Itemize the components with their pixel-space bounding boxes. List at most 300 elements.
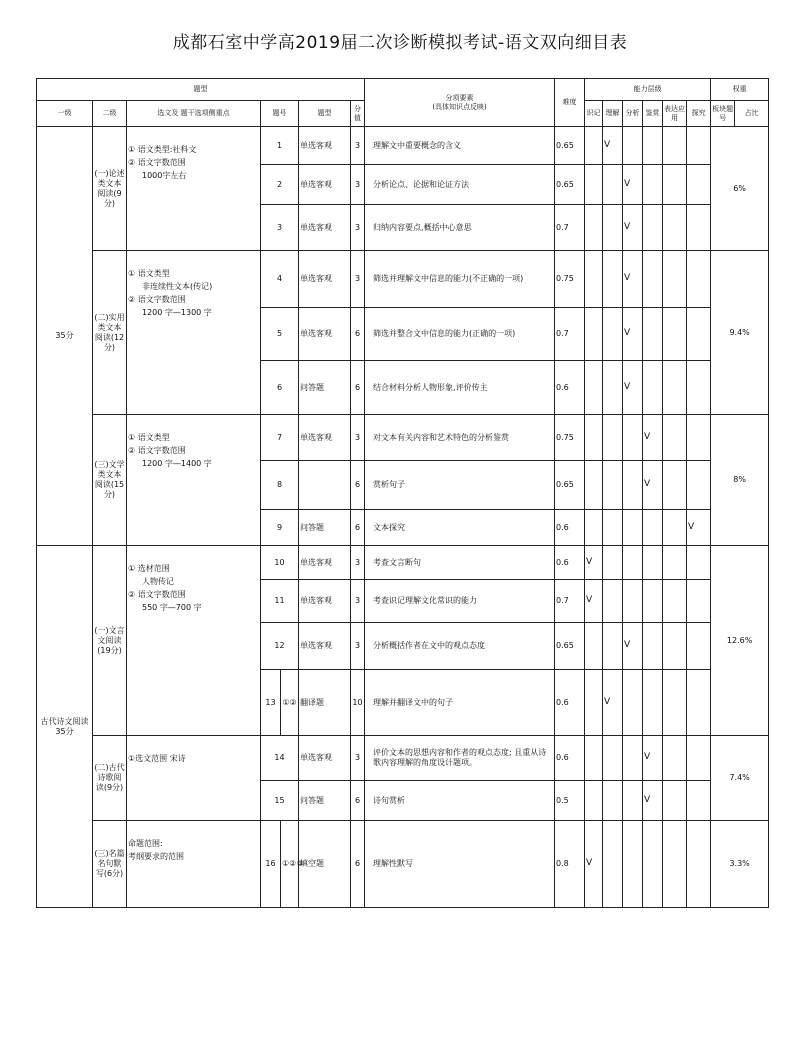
ability-lijie xyxy=(603,736,623,781)
ability-lijie xyxy=(603,781,623,821)
question-type xyxy=(299,308,351,361)
question-number xyxy=(261,623,299,670)
question-number-text: 3 xyxy=(276,222,283,232)
weight-cell-text: 12.6% xyxy=(726,635,753,645)
question-number-text: 4 xyxy=(276,274,283,283)
check-mark: V xyxy=(688,521,695,532)
question-difficulty xyxy=(555,127,585,165)
check-mark: V xyxy=(644,794,651,805)
question-requirement xyxy=(365,580,555,623)
selection-cell xyxy=(127,251,261,415)
header-biaoda-text: 表达应用 xyxy=(664,104,686,122)
ability-biaoda xyxy=(663,736,687,781)
selection-line: 1000字左右 xyxy=(142,171,187,180)
ability-shiji xyxy=(585,821,603,908)
question-difficulty xyxy=(555,781,585,821)
check-mark: V xyxy=(604,139,611,150)
question-requirement-text: 诗句赏析 xyxy=(373,795,406,805)
ability-tanjiu xyxy=(687,127,711,165)
header-nandu-text: 难度 xyxy=(562,98,577,107)
question-requirement xyxy=(365,127,555,165)
question-number-text: 12 xyxy=(274,641,285,650)
selection-line: ① 语文类型 xyxy=(128,433,170,442)
question-requirement-text: 评价文本的思想内容和作者的观点态度; 且重从诗歌内容理解的角度设计题项。 xyxy=(373,748,547,767)
header-xuanwen-text: 选文及 题干选项侧重点 xyxy=(157,109,230,118)
header-nandu xyxy=(555,79,585,127)
question-requirement xyxy=(365,165,555,205)
header-bili-text: 占比 xyxy=(744,109,759,118)
question-requirement xyxy=(365,461,555,510)
level2-cell-text: (一)论述类文本阅读(9分) xyxy=(94,168,125,208)
question-requirement-text: 筛选并理解文中信息的能力(不正确的一项) xyxy=(373,274,524,283)
question-requirement xyxy=(365,623,555,670)
question-score xyxy=(351,580,365,623)
ability-fenxi xyxy=(623,821,643,908)
weight-cell-text: 3.3% xyxy=(729,859,750,868)
question-number-text: 2 xyxy=(276,179,283,189)
ability-shiji xyxy=(585,623,603,670)
ability-biaoda xyxy=(663,580,687,623)
question-number xyxy=(261,821,281,908)
level2-cell-text: (二)实用类文本阅读(12分) xyxy=(94,312,125,352)
header-tihao xyxy=(261,101,299,127)
check-mark: V xyxy=(586,595,593,606)
ability-jianshang xyxy=(643,415,663,461)
question-score xyxy=(351,670,365,736)
question-score-text: 3 xyxy=(354,179,361,189)
ability-fenxi xyxy=(623,165,643,205)
ability-shiji xyxy=(585,670,603,736)
question-difficulty-text: 0.75 xyxy=(556,274,574,283)
level2-cell-text: (二)古代诗歌阅读(9分) xyxy=(94,763,125,792)
question-number xyxy=(261,165,299,205)
level2-cell xyxy=(93,821,127,908)
weight-cell-text: 6% xyxy=(733,183,746,193)
weight-cell-text: 8% xyxy=(733,475,746,484)
question-difficulty xyxy=(555,670,585,736)
question-requirement-text: 分析概括作者在文中的观点态度 xyxy=(373,641,486,650)
question-difficulty xyxy=(555,821,585,908)
question-requirement xyxy=(365,251,555,308)
ability-jianshang xyxy=(643,361,663,415)
question-requirement xyxy=(365,510,555,546)
level2-cell xyxy=(93,127,127,251)
header-shiji xyxy=(585,101,603,127)
question-score xyxy=(351,165,365,205)
question-type xyxy=(299,415,351,461)
header-yiji xyxy=(37,101,93,127)
question-score-text: 6 xyxy=(354,382,361,392)
header-tixing xyxy=(37,79,365,101)
header-fenxi xyxy=(623,101,643,127)
level2-cell-text: (一)文言文阅读(19分) xyxy=(94,625,125,655)
header-jianshang-text: 鉴赏 xyxy=(645,109,660,118)
question-number xyxy=(261,580,299,623)
header-fenkuai xyxy=(711,101,735,127)
question-difficulty-text: 0.6 xyxy=(556,753,569,762)
question-type xyxy=(299,623,351,670)
question-score xyxy=(351,510,365,546)
question-score-text: 3 xyxy=(354,557,361,567)
question-score-text: 3 xyxy=(354,753,361,762)
ability-jianshang xyxy=(643,127,663,165)
question-type-text: 单选客观 xyxy=(300,753,332,762)
ability-fenxi xyxy=(623,251,643,308)
question-requirement-text: 文本探究 xyxy=(373,522,406,532)
question-score xyxy=(351,251,365,308)
header-tanjiu xyxy=(687,101,711,127)
question-requirement-text: 理解并翻译文中的句子 xyxy=(373,697,454,707)
ability-tanjiu xyxy=(687,461,711,510)
table-row xyxy=(37,546,769,580)
ability-jianshang xyxy=(643,165,663,205)
header-lijie-text: 理解 xyxy=(605,109,620,118)
question-type xyxy=(299,821,351,908)
question-number xyxy=(261,205,299,251)
level2-cell-text: (三)名篇名句默写(6分) xyxy=(94,849,125,878)
table-row xyxy=(37,415,769,461)
header-tixing2-text: 题型 xyxy=(317,109,332,118)
ability-shiji xyxy=(585,736,603,781)
ability-fenxi xyxy=(623,127,643,165)
question-score-text: 3 xyxy=(354,432,361,442)
ability-lijie xyxy=(603,623,623,670)
ability-shiji xyxy=(585,205,603,251)
check-mark: V xyxy=(586,556,593,567)
header-tanjiu-text: 探究 xyxy=(691,109,706,118)
question-difficulty xyxy=(555,308,585,361)
header-quanzhong-text: 权重 xyxy=(732,85,747,94)
question-requirement-text: 考查识记理解文化常识的能力 xyxy=(373,596,478,605)
question-requirement xyxy=(365,361,555,415)
weight-cell xyxy=(711,127,769,251)
question-type-text: 单选客观 xyxy=(300,274,332,283)
question-difficulty xyxy=(555,165,585,205)
question-number-text: 8 xyxy=(276,480,283,489)
ability-shiji xyxy=(585,165,603,205)
question-type-text: 单选客观 xyxy=(300,596,332,605)
header-fenxiang_sub: (具体知识点反映) xyxy=(432,102,487,111)
ability-fenxi xyxy=(623,781,643,821)
ability-lijie xyxy=(603,308,623,361)
ability-fenxi xyxy=(623,205,643,251)
ability-lijie xyxy=(603,361,623,415)
question-number-text: 14 xyxy=(274,753,285,762)
question-sub xyxy=(281,670,299,736)
question-type xyxy=(299,781,351,821)
selection-cell xyxy=(127,415,261,546)
question-number xyxy=(261,251,299,308)
question-requirement xyxy=(365,415,555,461)
ability-lijie xyxy=(603,127,623,165)
check-mark: V xyxy=(624,328,631,339)
table-row xyxy=(37,251,769,308)
question-difficulty xyxy=(555,546,585,580)
question-difficulty-text: 0.65 xyxy=(556,179,574,189)
ability-shiji xyxy=(585,251,603,308)
question-score-text: 6 xyxy=(354,329,361,338)
selection-line: ① 语文类型:社科文 xyxy=(128,145,197,154)
question-requirement-text: 赏析句子 xyxy=(373,480,406,489)
header-jianshang xyxy=(643,101,663,127)
question-number-text: 13 xyxy=(265,697,276,707)
question-difficulty-text: 0.6 xyxy=(556,382,569,392)
ability-jianshang xyxy=(643,308,663,361)
check-mark: V xyxy=(624,273,631,284)
ability-jianshang xyxy=(643,205,663,251)
question-score xyxy=(351,461,365,510)
check-mark: V xyxy=(624,178,631,189)
ability-tanjiu xyxy=(687,736,711,781)
weight-cell xyxy=(711,821,769,908)
level2-cell xyxy=(93,736,127,821)
question-difficulty-text: 0.5 xyxy=(556,795,569,805)
weight-cell xyxy=(711,415,769,546)
question-type-text: 单选客观 xyxy=(300,222,332,232)
selection-line: ② 语文字数范围 xyxy=(128,158,186,167)
ability-fenxi xyxy=(623,361,643,415)
ability-tanjiu xyxy=(687,510,711,546)
ability-jianshang xyxy=(643,781,663,821)
ability-tanjiu xyxy=(687,251,711,308)
question-requirement-text: 对文本有关内容和艺术特色的分析鉴赏 xyxy=(373,432,510,442)
question-score-text: 6 xyxy=(354,522,361,532)
question-difficulty-text: 0.65 xyxy=(556,641,574,650)
check-mark: V xyxy=(624,381,631,392)
check-mark: V xyxy=(644,431,651,442)
question-difficulty-text: 0.8 xyxy=(556,859,569,868)
question-number-text: 15 xyxy=(274,795,285,805)
ability-fenxi xyxy=(623,461,643,510)
level2-cell-text: (三)文学类文本阅读(15分) xyxy=(94,460,125,499)
selection-line: ② 语文字数范围 xyxy=(128,295,186,304)
table-row xyxy=(37,821,769,908)
question-requirement xyxy=(365,736,555,781)
selection-cell xyxy=(127,127,261,251)
question-type xyxy=(299,736,351,781)
question-difficulty xyxy=(555,461,585,510)
question-number-text: 16 xyxy=(265,859,276,868)
question-requirement xyxy=(365,781,555,821)
question-type-text: 单选客观 xyxy=(300,329,332,338)
ability-biaoda xyxy=(663,510,687,546)
question-type xyxy=(299,361,351,415)
question-score xyxy=(351,205,365,251)
page-title: 成都石室中学高2019届二次诊断模拟考试-语文双向细目表 xyxy=(172,33,628,53)
ability-jianshang xyxy=(643,623,663,670)
question-type-text: 问答题 xyxy=(300,382,324,392)
selection-line: ① 语文类型 xyxy=(128,269,170,278)
selection-line: 550 字—700 字 xyxy=(142,603,202,612)
check-mark: V xyxy=(644,479,651,490)
question-number-text: 5 xyxy=(276,329,283,338)
question-requirement-text: 考查文言断句 xyxy=(373,557,422,567)
question-type-text: 填空题 xyxy=(300,859,324,868)
ability-shiji xyxy=(585,510,603,546)
question-score-text: 3 xyxy=(354,641,361,650)
question-difficulty xyxy=(555,510,585,546)
ability-tanjiu xyxy=(687,580,711,623)
question-requirement xyxy=(365,670,555,736)
check-mark: V xyxy=(644,752,651,763)
question-score-text: 10 xyxy=(352,697,363,707)
question-difficulty xyxy=(555,580,585,623)
question-type xyxy=(299,546,351,580)
ability-biaoda xyxy=(663,623,687,670)
level2-cell xyxy=(93,415,127,546)
question-type-text: 单选客观 xyxy=(300,432,332,442)
question-type xyxy=(299,580,351,623)
ability-biaoda xyxy=(663,461,687,510)
table-row xyxy=(37,127,769,165)
ability-jianshang xyxy=(643,821,663,908)
header-lijie xyxy=(603,101,623,127)
ability-tanjiu xyxy=(687,415,711,461)
ability-biaoda xyxy=(663,821,687,908)
ability-biaoda xyxy=(663,308,687,361)
ability-tanjiu xyxy=(687,546,711,580)
question-sub-text: ①② xyxy=(282,697,297,707)
ability-shiji xyxy=(585,546,603,580)
level1-cell-text: 35分 xyxy=(55,331,74,340)
question-type-text: 问答题 xyxy=(300,522,324,532)
ability-jianshang xyxy=(643,670,663,736)
question-difficulty-text: 0.6 xyxy=(556,557,569,567)
ability-shiji xyxy=(585,580,603,623)
ability-tanjiu xyxy=(687,205,711,251)
header-nengli xyxy=(585,79,711,101)
ability-fenxi xyxy=(623,670,643,736)
ability-biaoda xyxy=(663,361,687,415)
ability-biaoda xyxy=(663,127,687,165)
question-type xyxy=(299,165,351,205)
ability-shiji xyxy=(585,415,603,461)
ability-tanjiu xyxy=(687,165,711,205)
header-fenxiang xyxy=(365,79,555,127)
selection-cell xyxy=(127,821,261,908)
question-difficulty-text: 0.65 xyxy=(556,480,574,489)
ability-tanjiu xyxy=(687,821,711,908)
ability-biaoda xyxy=(663,781,687,821)
selection-line: 考纲要求的范围 xyxy=(128,852,184,861)
header-xuanwen xyxy=(127,101,261,127)
selection-line: 人物传记 xyxy=(142,577,174,586)
ability-biaoda xyxy=(663,670,687,736)
ability-lijie xyxy=(603,670,623,736)
question-difficulty xyxy=(555,361,585,415)
ability-lijie xyxy=(603,205,623,251)
table-row xyxy=(37,736,769,781)
question-difficulty xyxy=(555,251,585,308)
ability-tanjiu xyxy=(687,361,711,415)
question-difficulty-text: 0.65 xyxy=(556,140,574,150)
question-requirement xyxy=(365,821,555,908)
question-score-text: 3 xyxy=(354,222,361,232)
ability-biaoda xyxy=(663,165,687,205)
question-type xyxy=(299,251,351,308)
header-quanzhong xyxy=(711,79,769,101)
question-type-text: 问答题 xyxy=(300,795,324,805)
check-mark: V xyxy=(624,221,631,232)
ability-fenxi xyxy=(623,510,643,546)
question-score xyxy=(351,546,365,580)
question-score-text: 6 xyxy=(354,795,361,805)
ability-biaoda xyxy=(663,415,687,461)
ability-fenxi xyxy=(623,623,643,670)
ability-shiji xyxy=(585,308,603,361)
question-requirement xyxy=(365,308,555,361)
question-number-text: 9 xyxy=(276,522,283,532)
question-difficulty xyxy=(555,205,585,251)
question-type xyxy=(299,510,351,546)
question-number xyxy=(261,781,299,821)
header-row-1 xyxy=(37,79,769,101)
question-number-text: 1 xyxy=(276,140,283,150)
ability-lijie xyxy=(603,546,623,580)
ability-fenxi xyxy=(623,415,643,461)
question-number-text: 10 xyxy=(274,557,285,567)
ability-biaoda xyxy=(663,205,687,251)
question-number xyxy=(261,415,299,461)
selection-cell xyxy=(127,736,261,821)
question-score-text: 3 xyxy=(354,274,361,283)
ability-shiji xyxy=(585,127,603,165)
ability-tanjiu xyxy=(687,308,711,361)
selection-line: ② 语文字数范围 xyxy=(128,446,186,455)
selection-line: 命题范围: xyxy=(128,839,163,848)
ability-shiji xyxy=(585,781,603,821)
question-difficulty xyxy=(555,623,585,670)
ability-lijie xyxy=(603,461,623,510)
ability-jianshang xyxy=(643,736,663,781)
header-biaoda xyxy=(663,101,687,127)
ability-lijie xyxy=(603,251,623,308)
question-difficulty-text: 0.6 xyxy=(556,697,569,707)
question-score xyxy=(351,308,365,361)
question-score-text: 3 xyxy=(354,596,361,605)
ability-lijie xyxy=(603,415,623,461)
level1-cell xyxy=(37,546,93,908)
question-requirement-text: 结合材料分析人物形象,评价传主 xyxy=(373,382,488,392)
question-type xyxy=(299,205,351,251)
question-requirement-text: 理解性默写 xyxy=(373,859,414,868)
weight-cell-text: 9.4% xyxy=(729,327,750,337)
header-erji-text: 二级 xyxy=(102,109,117,118)
question-number xyxy=(261,510,299,546)
header-fenxiang: 分项要素 xyxy=(445,93,474,102)
header-shiji-text: 识记 xyxy=(586,109,601,118)
spec-table xyxy=(36,78,769,908)
question-number xyxy=(261,308,299,361)
level2-cell xyxy=(93,251,127,415)
ability-biaoda xyxy=(663,546,687,580)
question-requirement-text: 理解文中重要概念的含义 xyxy=(373,140,462,150)
question-type-text: 单选客观 xyxy=(300,140,332,150)
selection-line: ① 选材范围 xyxy=(128,564,170,573)
check-mark: V xyxy=(604,696,611,707)
check-mark: V xyxy=(586,858,593,869)
ability-lijie xyxy=(603,821,623,908)
question-number xyxy=(261,127,299,165)
question-difficulty-text: 0.7 xyxy=(556,329,569,338)
question-requirement xyxy=(365,546,555,580)
header-fenzhi-text: 分值 xyxy=(354,104,362,122)
header-tixing2 xyxy=(299,101,351,127)
ability-biaoda xyxy=(663,251,687,308)
question-score xyxy=(351,821,365,908)
question-difficulty-text: 0.7 xyxy=(556,222,569,232)
weight-cell xyxy=(711,546,769,736)
